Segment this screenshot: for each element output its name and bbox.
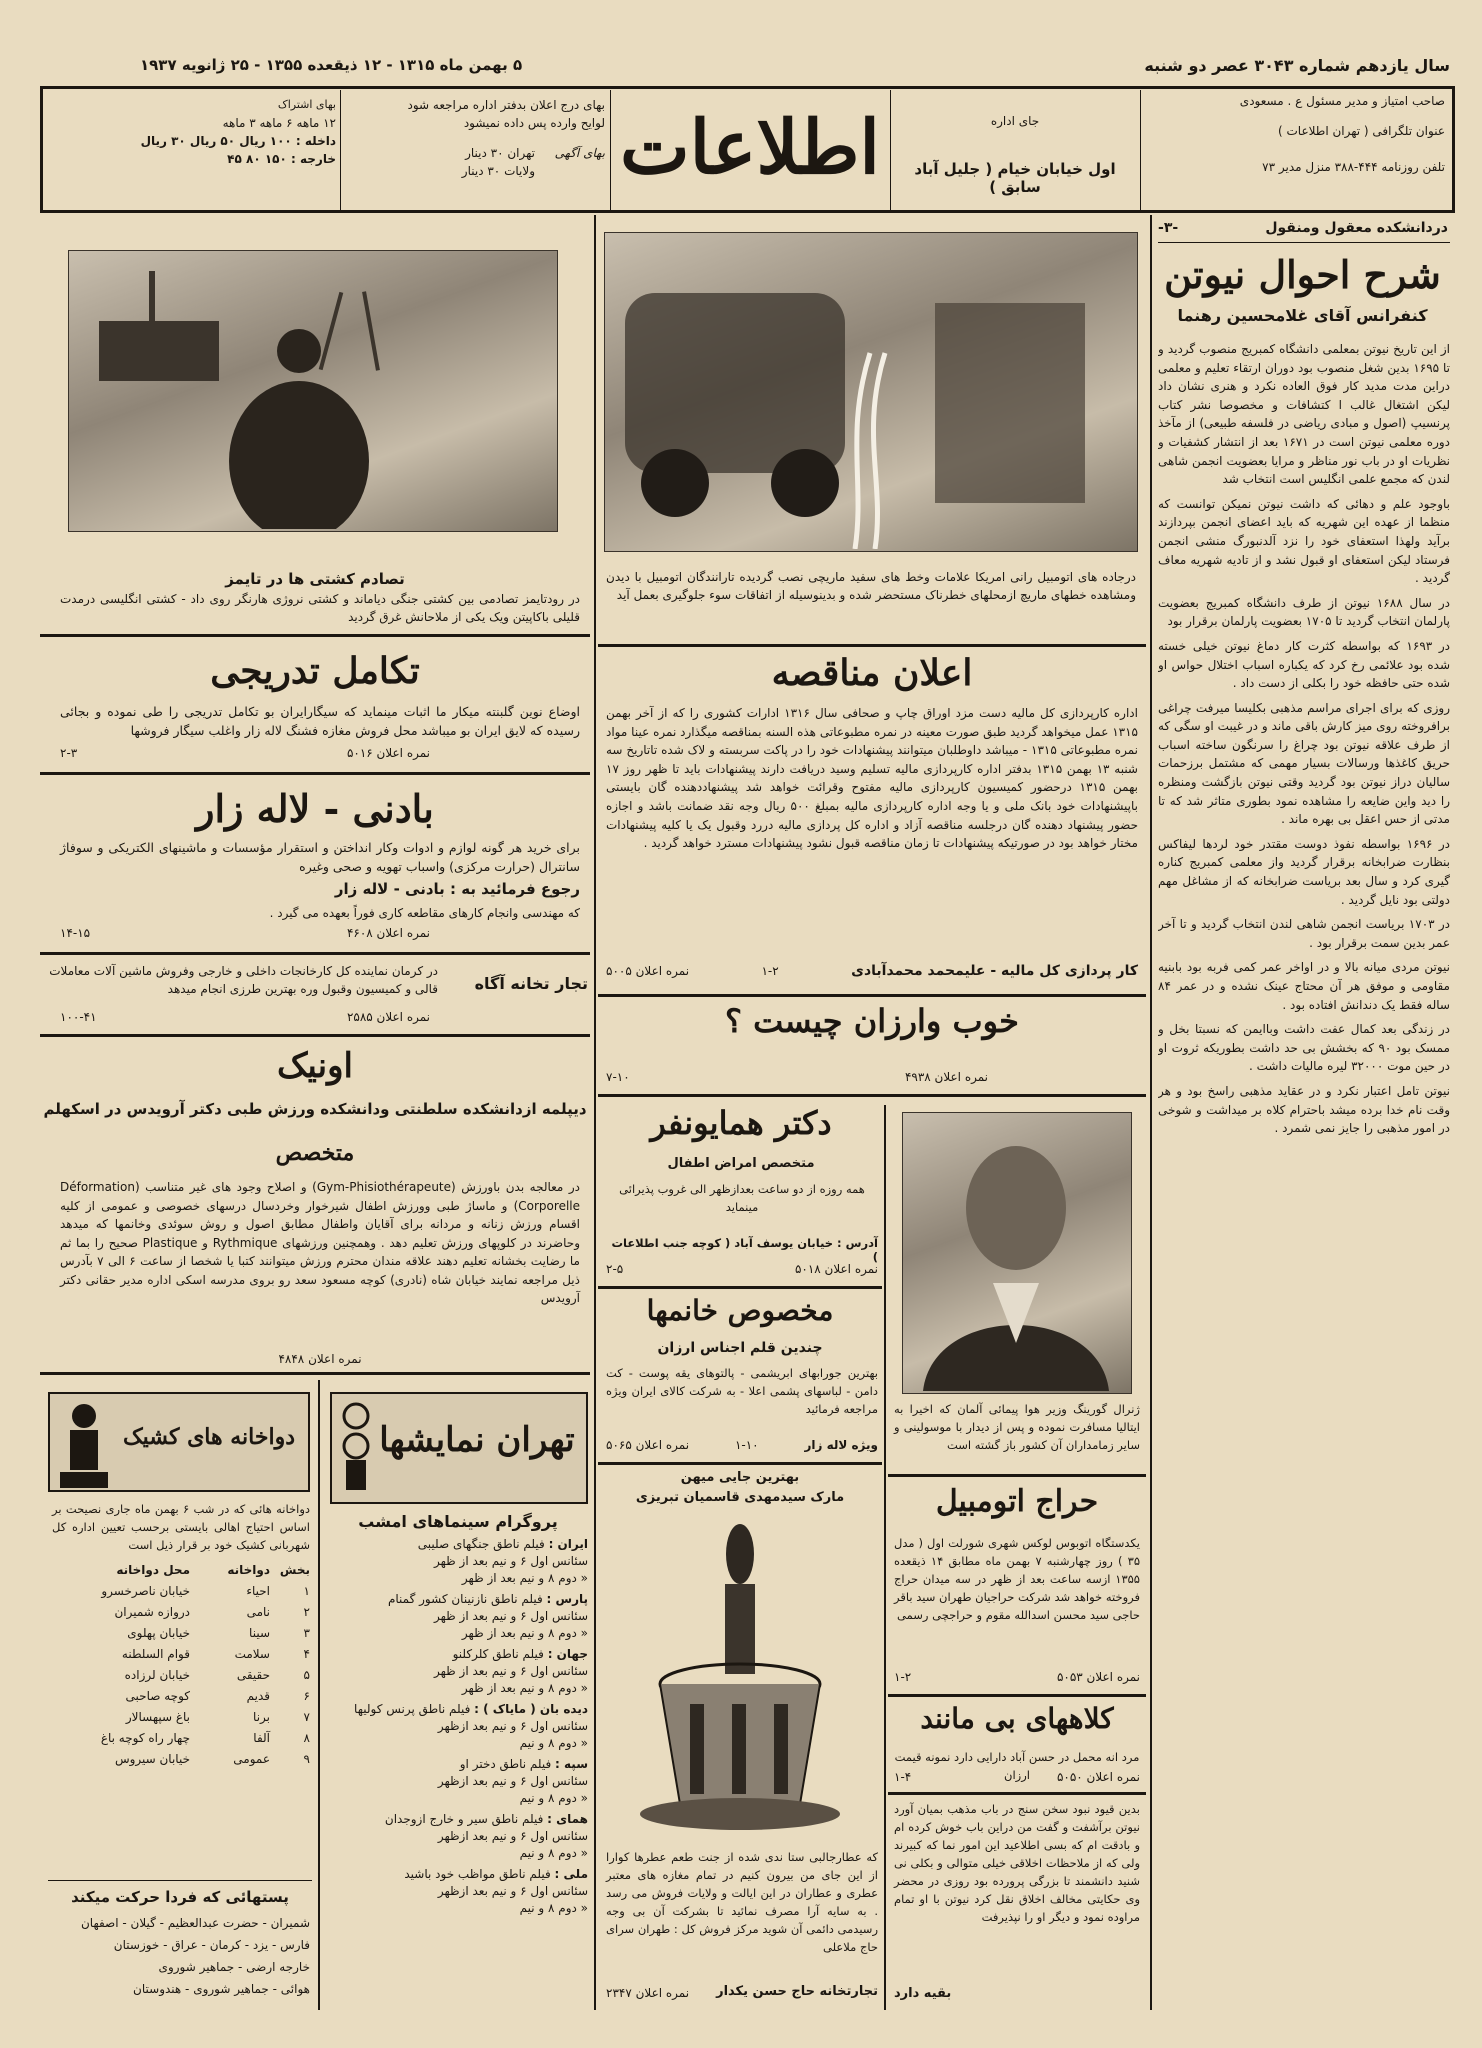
car-caption: درجاده های اتومبیل رانی امریکا علامات وخط های سفید ماریچی نصب گردیده تارانندگان اتومبیل با دیدن ومشاهده خطهای ماریچ ازمحلهای خطرناک مستحضر شده و بدینوسیله از اتفاقات سوء جلوگیری بعمل آید bbox=[606, 570, 1136, 602]
officer-caption: ژنرال گورینگ وزیر هوا پیمائی آلمان که اخیرا به ایتالیا مسافرت نموده و پس از دیدار با موسولینی و سایر زمامداران آن کشور باز گشته است bbox=[894, 1402, 1140, 1452]
cinema-showtime: سئانس اول ۶ و نیم بعد از ظهر bbox=[434, 1554, 588, 1568]
tender-footer bbox=[606, 962, 1138, 980]
post-line: شمیران - حضرت عبدالعظیم - گیلان - اصفهان bbox=[80, 1916, 310, 1930]
officer-illustration bbox=[903, 1113, 1129, 1391]
office-label: جای اداره bbox=[990, 114, 1040, 128]
badni-title: بادنی - لاله زار bbox=[196, 786, 434, 831]
perfume-signature: تجارتخانه حاج حسن یکدار bbox=[716, 1984, 878, 1999]
religion-tail: بقیه دارد bbox=[894, 1986, 952, 2001]
badni-footer: که مهندسی وانجام کارهای مقاطعه کاری فوراً بعهده می گیرد . bbox=[269, 906, 580, 920]
agah-ad bbox=[48, 962, 588, 998]
auction-code: ۱-۲ bbox=[894, 1670, 912, 1684]
ad-policy-line: بهای درج اعلان بدفتر اداره مراجعه شود bbox=[407, 98, 605, 112]
newton-body bbox=[1158, 340, 1450, 2010]
cinema-title: پروگرام سینماهای امشب bbox=[358, 1512, 558, 1531]
cinema-name: پارس : bbox=[546, 1592, 588, 1606]
ships-title: تصادم کشتی ها در تایمز bbox=[225, 570, 405, 588]
newton-title: شرح احوال نیوتن bbox=[1164, 252, 1441, 297]
ad-rate-provinces: ولایات ۳۰ دینار bbox=[461, 164, 535, 178]
car-illustration bbox=[605, 233, 1135, 549]
onik-subtitle: دیپلمه ازدانشکده سلطنتی ودانشکده ورزش طبی دکتر آرویدس در اسکهلم bbox=[43, 1100, 587, 1118]
tender-signature: کار پردازی کل مالیه - علیمحمد محمدآبادی bbox=[851, 963, 1138, 979]
masthead-logo: اطلاعات bbox=[620, 105, 880, 191]
newton-paragraph: روزی که برای اجرای مراسم مذهبی بکلیسا میرفت چراغی برافروخته روی میز کارش باقی ماند و در غیبت او سگی که از طرف علاقه نیوتن بود چراغ را سرنگون ساخته اسباب حریق کاغذها ورسالات بسیار مهمی که مشتمل برزحمات سالیان دراز نیوتن بود گردید وقتی نیوتن بازگشت ومنظره را دید واین ضایعه را مشاهده نمود بطوری متاثر شد که تا مدتی از حس اعقل بی بهره ماند . bbox=[1158, 700, 1450, 827]
agah-code: ۱۰۰-۴۱ bbox=[60, 1010, 97, 1024]
pharmacy-row: ۶ قدیم کوچه صاحبی bbox=[125, 1689, 310, 1703]
doctor-title: دکتر همایونفر bbox=[650, 1104, 832, 1142]
cinema-banner-text: تهران نمایشها bbox=[379, 1420, 575, 1460]
newton-kicker bbox=[1158, 220, 1448, 236]
doctor-footer bbox=[606, 1260, 878, 1278]
cinema-listing bbox=[330, 1591, 588, 1642]
cinema-showtime: « دوم ۸ و نیم bbox=[519, 1736, 588, 1750]
officer-photo bbox=[902, 1112, 1132, 1394]
ships-photo bbox=[68, 250, 558, 532]
agah-heading: تجار تخانه آگاه bbox=[474, 974, 588, 993]
good-cheap-footer bbox=[606, 1068, 1138, 1086]
perfume-header: بهترین جایی میهن bbox=[680, 1470, 800, 1485]
auction-body: یکدستگاه اتوبوس لوکس شهری شورلت اول ( مدل ۳۵ ) روز چهارشنبه ۷ بهمن ماه مطابق ۱۴ ذیقعده ۱۳۵۵ ازسه ساعت بعد از ظهر در سه میدان حراج فروخته خواهد شد شرکت حراجیان طهران سید باقر حاجی سید محسن اسدالله مقوم و حراجچی رسمی bbox=[894, 1536, 1141, 1622]
cinema-showtime: سئانس اول ۶ و نیم بعد ازظهر bbox=[437, 1774, 588, 1788]
pharmacy-row: ۹ عمومی خیابان سیروس bbox=[114, 1752, 310, 1766]
perfume-body: که عطارجالبی ستا ندی شده از جنت طعم عطرها کوارا از این جای من بیرون کنیم در تمام مغازه های معتبر عطری و عطاران در این ایالت و ولایات فروش می رسد . به سایه آرا مصرف نمائید تا بشرکت آن بی وجه رسیدمی دائمی آن شوید مرکز فروش کل : طهران سرای حاج ملاعلی bbox=[606, 1850, 878, 1954]
cinema-showtime: « دوم ۸ و نیم bbox=[519, 1901, 588, 1915]
cinema-showtime: « دوم ۸ و نیم بعد از ظهر bbox=[461, 1626, 588, 1640]
telegraph-line: عنوان تلگرافی ( تهران اطلاعات ) bbox=[1278, 124, 1445, 138]
agah-body: در کرمان نماینده کل کارخانجات داخلی و خارجی وفروش ماشین آلات معاملات قالی و کمیسیون وقبول وره بهترین طرزی انجام میدهد bbox=[49, 964, 438, 996]
pharmacy-row: ۴ سلامت قوام السلطنه bbox=[121, 1647, 310, 1661]
takamol-code: ۲-۳ bbox=[60, 746, 78, 760]
ad-rate-tehran: تهران ۳۰ دینار bbox=[465, 146, 535, 160]
newton-paragraph: از این تاریخ نیوتن بمعلمی دانشگاه کمبریج منصوب گردید و تا ۱۶۹۵ بدین شغل منصوب بود دوران ارتقاء تعلیم و معلمی دراین مدت مدید کار فوق العاده نکرد و هنری نشان داد لیکن اشتغال غالب ا کتشافات و مخصوصا نشر کتاب پرنسیپ (اصول و مبادی ریاضی در فلسفه طبیعی) از مآخذ دوره معلمی نیوتن است در ۱۶۷۱ بعد از انتشار کشفیات و نظریات او در باب نور مناظر و مرایا بعضویت انجمن شاهی لندن که مجمع علمی انگلیس است انتخاب شد bbox=[1158, 342, 1450, 487]
pharmacy-row: ۵ حقیقی خیابان لرزاده bbox=[124, 1668, 310, 1682]
onik-number: نمره اعلان ۴۸۴۸ bbox=[278, 1352, 362, 1366]
pharmacy-col-name: دواخانه bbox=[227, 1563, 270, 1577]
ships-illustration bbox=[69, 251, 555, 529]
fountain-icon bbox=[630, 1514, 850, 1844]
phone-line: تلفن روزنامه ۴۴۴-۳۸۸ منزل مدیر ۷۳ bbox=[1262, 160, 1445, 174]
badni-body: برای خرید هر گونه لوازم و ادوات وکار انداختن و استقرار مؤسسات و ماشینهای الکتریکی و سوفاژ سانترال (حرارت مرکزی) واسباب تهویه و صحی وغیره bbox=[60, 840, 580, 874]
cinema-film: فیلم ناطق پرنس کولیها bbox=[354, 1702, 471, 1716]
auction-footer bbox=[894, 1668, 1140, 1686]
takamol-title: تکامل تدریجی bbox=[210, 650, 420, 692]
onik-specialty: متخصص bbox=[275, 1140, 355, 1166]
hats-footer bbox=[894, 1768, 1140, 1786]
ladies-title: مخصوص خانمها bbox=[646, 1294, 834, 1327]
cinema-listings bbox=[330, 1536, 588, 1921]
badni-number-row bbox=[60, 924, 580, 942]
pharmacy-table bbox=[52, 1560, 310, 1770]
cinema-showtime: سئانس اول ۶ و نیم بعد از ظهر bbox=[434, 1664, 588, 1678]
good-cheap-number: نمره اعلان ۴۹۳۸ bbox=[904, 1070, 988, 1084]
pharmacy-row: ۷ برنا باغ سپهسالار bbox=[125, 1710, 310, 1724]
cinema-showtime: سئانس اول ۶ و نیم بعد ازظهر bbox=[437, 1719, 588, 1733]
hats-code: ۱-۴ bbox=[894, 1770, 912, 1784]
cinema-name: سپه : bbox=[555, 1757, 588, 1771]
post-lines bbox=[52, 1912, 310, 2000]
cinema-listing bbox=[330, 1646, 588, 1697]
tender-code: ۱-۲ bbox=[761, 964, 779, 978]
cinema-name: ملی : bbox=[554, 1867, 588, 1881]
onik-title: اونیک bbox=[276, 1046, 354, 1086]
pharmacy-col-location: محل دواخانه bbox=[116, 1563, 190, 1577]
publisher-line: صاحب امتیاز و مدیر مسئول ع . مسعودی bbox=[1239, 94, 1445, 108]
cinema-showtime: « دوم ۸ و نیم bbox=[519, 1791, 588, 1805]
post-line: فارس - یزد - کرمان - عراق - خوزستان bbox=[113, 1938, 310, 1952]
post-title: پستهائی که فردا حرکت میکند bbox=[71, 1888, 289, 1906]
tender-number: نمره اعلان ۵۰۰۵ bbox=[606, 964, 690, 978]
religion-text: بدین قیود نبود سخن سنج در باب مذهب بمیان آورد نیوتن برآشفت و گفت من دراین باب خوش کرده ام و بادقت ام که بسی اطلاعید این امور نما که کبیرند ولی که از ملاحظات اخلاقی خیلی متوالی و بکلی نی شنید دانشمند تا بزرگی پرورده بود روزی در محضر وی حکایتی مخالف اخلاق نقل کرد نیوتن با او تمام مراوده نمود و دیگر او را نپذیرفت bbox=[894, 1802, 1140, 1924]
hats-title: کلاههای بی مانند bbox=[920, 1702, 1114, 1735]
doctor-hours: همه روزه از دو ساعت بعدازظهر الی غروب پذیرائی مینماید bbox=[619, 1182, 865, 1214]
pharmacy-banner-text: دواخانه های کشیک bbox=[122, 1424, 296, 1450]
tender-body: اداره کارپردازی کل مالیه دست مزد اوراق چاپ و صحافی سال ۱۳۱۶ ادارات کشوری را که از آخر بهمن ۱۳۱۵ عمل میخواهد گردید طبق صورت معینه در نمره مطبوعاتی هذه السنه بمناقصه میگذارد نمره عینا مواد نمره مطبوعاتی ۱۳۱۵ - میباشد داوطلبان میتوانند پیشنهادات خود را در پاکت سربسته و لاک شده تاتاریخ سه شنبه ۱۳ بهمن ۱۳۱۵ بدفتر اداره کارپردازی مالیه تسلیم وسید دریافت دارند پیشنهادات باید تا ظهر روز ۱۷ بهمن ۱۳۱۵ درحضور کمیسیون کارپردازی مالیه مفتوح وقرائت خواهد شد پیشنهاددهنده گان بایستی باپیشنهادات خود بانک ملی و یا وجه اداره کارپردازی مالیه بمبلغ ۵۰۰ ریال وجه نقد ضمانت باشد و اجازه حضور پیشنهاد دهنده گان درجلسه مناقصه آزاد و اداره کل پردازی مالیه دررد وقبول یک یا کلیه پیشنهادات مختار خواهد بود در صورتیکه پیشنهادات تا زمان مناقصه قبول نشود پیشنهادات مسترد خواهد گردید . bbox=[606, 706, 1139, 851]
doctor-code: ۲-۵ bbox=[606, 1262, 624, 1276]
doctor-number: نمره اعلان ۵۰۱۸ bbox=[794, 1262, 878, 1276]
perfume-number: نمره اعلان ۲۳۴۷ bbox=[606, 1986, 690, 2000]
newton-byline: کنفرانس آقای غلامحسین رهنما bbox=[1177, 306, 1428, 325]
cinema-name: جهان : bbox=[547, 1647, 588, 1661]
ladies-subtitle: چندین قلم اجناس ارزان bbox=[657, 1340, 823, 1356]
doctor-specialty: متخصص امراض اطفال bbox=[667, 1156, 815, 1171]
onik-body: در معالجه بدن باورزش (Gym-Phisiothérapeute) و اصلاح وجود های غیر متناسب (Déformation Corporelle) و ماساژ طبی وورزش اطفال شیرخوار وخردسال درسهای خصوصی و عمومی از کلیه اقسام ورزش زنانه و مردانه برای آقایان واطفال مطابق اصول و روش سوئدی وخانمها که میدهد وحاضرند در کلوپهای ورزش تعلیم دهد . وهمچنین ورزشهای Rythmique و Plastique صحیح را بما ثم ما رضایت بخشانه تعلیم دهند علاقه مندان محترم ورزش میتوانند کتبا یا شخصا از ساعت ۶ الی ۷ بآدرس ذیل مراجعه نمایند خیابان شاه (نادری) کوچه مسعود سعد رو بروی مدرسه اسکی اداره مدیر حقانی دکتر آرویدس bbox=[60, 1180, 580, 1305]
cinema-film: فیلم ناطق کلرکلنو bbox=[452, 1647, 544, 1661]
pharmacy-row: ۳ سینا خیابان پهلوی bbox=[127, 1626, 310, 1640]
hats-body: مرد انه محمل در حسن آباد دارایی دارد نمونه قیمت ارزان bbox=[894, 1750, 1140, 1782]
takamol-number: نمره اعلان ۵۰۱۶ bbox=[346, 746, 430, 760]
newton-paragraph: در سال ۱۶۸۸ نیوتن از طرف دانشگاه کمبریج بعضویت پارلمان انتخاب گردید تا ۱۷۰۵ بعضویت پارلمان برقرار بود bbox=[1158, 595, 1450, 629]
takamol-footer bbox=[60, 744, 580, 762]
ladies-code: ۱-۱۰ bbox=[734, 1438, 759, 1452]
cinema-film: فیلم ناطق دختر او bbox=[459, 1757, 552, 1771]
pharmacist-icon bbox=[54, 1396, 114, 1492]
date-line: ۵ بهمن ماه ۱۳۱۵ - ۱۲ ذیقعده ۱۳۵۵ - ۲۵ ژانویه ۱۹۳۷ bbox=[140, 56, 523, 74]
newton-paragraph: در ۱۶۹۶ بواسطه نفوذ دوست مقتدر خود لردها لیفاکس بنظارت ضرابخانه برقرار گردید واز معلمی کمبریج کناره گیری کرد و سال بعد بریاست ضرابخانه که از مشاغل مهم دولتی بود نایل گردید . bbox=[1158, 836, 1450, 907]
kicker-text: دردانشکده معقول ومنقول bbox=[1265, 220, 1448, 236]
fountain-illustration bbox=[630, 1514, 850, 1844]
doctor-address: آدرس : خیابان یوسف آباد ( کوچه جنب اطلاعات ) bbox=[611, 1236, 878, 1264]
cinema-listing bbox=[330, 1536, 588, 1587]
ad-policy-line: لوایح وارده پس داده نمیشود bbox=[463, 116, 605, 130]
pharmacy-row: ۸ آلفا چهار راه کوچه باغ bbox=[100, 1731, 310, 1745]
post-line: هوائی - جماهیر شوروی - هندوستان bbox=[133, 1982, 310, 1996]
perfume-footer bbox=[606, 1984, 878, 2002]
subscription-domestic: داخله : ۱۰۰ ریال ۵۰ ریال ۳۰ ریال bbox=[140, 134, 336, 148]
cinema-listing bbox=[330, 1866, 588, 1917]
projector-icon bbox=[336, 1396, 376, 1504]
ad-rates bbox=[345, 96, 605, 180]
good-cheap-code: ۷-۱۰ bbox=[606, 1070, 630, 1084]
auction-title: حراج اتومبیل bbox=[935, 1484, 1099, 1519]
cinema-listing bbox=[330, 1811, 588, 1862]
cinema-name: دیده بان ( مایاک ) : bbox=[474, 1702, 588, 1716]
cinema-film: فیلم ناطق جنگهای صلیبی bbox=[417, 1537, 545, 1551]
ladies-footer bbox=[606, 1436, 878, 1454]
cinema-showtime: « دوم ۸ و نیم بعد از ظهر bbox=[461, 1681, 588, 1695]
pharmacy-banner bbox=[48, 1392, 310, 1492]
kicker-number: -۳- bbox=[1158, 220, 1179, 236]
cinema-name: ایران : bbox=[548, 1537, 588, 1551]
newton-paragraph: در ۱۷۰۳ بریاست انجمن شاهی لندن انتخاب گردید و تا آخر عمر بدین سمت برقرار بود . bbox=[1158, 917, 1450, 950]
good-cheap-title: خوب وارزان چیست ؟ bbox=[725, 1002, 1019, 1040]
cinema-film: فیلم ناطق مواظب خود باشید bbox=[404, 1867, 551, 1881]
cinema-showtime: سئانس اول ۶ و نیم بعد ازظهر bbox=[437, 1829, 588, 1843]
pharmacy-col-district: بخش bbox=[279, 1563, 310, 1577]
agah-number: نمره اعلان ۲۵۸۵ bbox=[346, 1010, 430, 1024]
newton-paragraph: در زندگی بعد کمال عفت داشت وباایمن که نسبتا بخل و ممسک بود ۹۰ که بخشش بی حد داشت بطوریکه ثروت او در حین موت ۳۲۰۰۰ لیره مالیات داشت . bbox=[1158, 1022, 1450, 1074]
subscription-header: ۱۲ ماهه ۶ ماهه ۳ ماهه bbox=[222, 116, 336, 130]
pharmacy-intro: دواخانه هائی که در شب ۶ بهمن ماه جاری نصیحت بر اساس احتیاج اهالی بایستی برحسب تعیین اداره کل شهربانی کشیک خود بر قرار ذیل است bbox=[52, 1502, 310, 1552]
hats-number: نمره اعلان ۵۰۵۰ bbox=[1056, 1770, 1140, 1784]
ladies-number: نمره اعلان ۵۰۶۵ bbox=[606, 1438, 690, 1452]
publisher-info bbox=[1145, 92, 1445, 176]
ladies-address: ویژه لاله زار bbox=[804, 1438, 878, 1452]
cinema-showtime: سئانس اول ۶ و نیم بعد ازظهر bbox=[437, 1884, 588, 1898]
newton-paragraph: باوجود علم و دهائی که داشت نیوتن نمیکن توانست که منظما از عهده این شهریه که باید اعضای انجمن بپردازند برآید ولهذا استعفای خود را نزد آلدنبورگ منشی انجمن فرستاد لیکن استعفای او قبول نشد و از تادیه شهریه معاف گردید . bbox=[1158, 496, 1450, 586]
pharmacy-row: ۲ نامی دروازه شمیران bbox=[114, 1605, 310, 1619]
pharmacy-row: ۱ احیاء خیابان ناصرخسرو bbox=[101, 1584, 310, 1598]
badni-code: ۱۴-۱۵ bbox=[60, 926, 91, 940]
newton-paragraph: نیوتن تامل اعتبار نکرد و در عقاید مذهبی راسخ بود و هر وقت نام خدا برده میشد باحترام کلاه بر میداشت و شوخی در امور مذهبی را جایز نمی شمرد . bbox=[1158, 1083, 1450, 1136]
cinema-film: فیلم ناطق سیر و خارج ازوجدان bbox=[384, 1812, 544, 1826]
cinema-showtime: « دوم ۸ و نیم bbox=[519, 1846, 588, 1860]
ships-caption: در رودتایمز تصادمی بین کشتی جنگی دیاماند و کشتی نروژی هارنگر روی داد - کشتی انگلیسی درمدت قلیلی باکاپیتن ویک یکی از ملاحانش غرق گردید bbox=[60, 592, 580, 624]
newton-paragraph: در ۱۶۹۳ که بواسطه کثرت کار دماغ نیوتن خیلی خسته شده بود علائمی رخ کرد که یکباره اسباب اختلال حواس او شده حتی حافظه خود را بکلی از دست داد . bbox=[1158, 638, 1450, 691]
badni-cta: رجوع فرمائید به : بادنی - لاله زار bbox=[334, 880, 580, 898]
agah-footer bbox=[60, 1008, 580, 1026]
cinema-listing bbox=[330, 1756, 588, 1807]
post-line: خارجه ارضی - جماهیر شوروی bbox=[158, 1960, 310, 1974]
tender-title: اعلان مناقصه bbox=[771, 652, 973, 694]
cinema-showtime: « دوم ۸ و نیم بعد از ظهر bbox=[461, 1571, 588, 1585]
perfume-sub: مارک سیدمهدی قاسمیان تبریزی bbox=[635, 1490, 845, 1505]
office-address: اول خیابان خیام ( جلیل آباد سابق ) bbox=[914, 160, 1116, 196]
subscription-title: بهای اشتراک bbox=[277, 98, 336, 111]
auction-number: نمره اعلان ۵۰۵۳ bbox=[1056, 1670, 1140, 1684]
subscription-box bbox=[48, 96, 336, 168]
cinema-name: همای : bbox=[547, 1812, 588, 1826]
cinema-listing bbox=[330, 1701, 588, 1752]
cinema-film: فیلم ناطق نازنینان کشور گمنام bbox=[387, 1592, 543, 1606]
cinema-banner bbox=[330, 1392, 588, 1504]
subscription-foreign: خارجه : ۱۵۰ ۸۰ ۴۵ bbox=[227, 152, 336, 166]
newton-paragraph: نیوتن مردی میانه بالا و در اواخر عمر کمی فربه بود بابنیه مقاومی و موفق هر آن محتاج عینک نشده و در عمر ۸۴ ساله فقط یک دندانش افتاده بود . bbox=[1158, 960, 1450, 1012]
issue-info: سال یازدهم شماره ۳۰۴۳ عصر دو شنبه bbox=[1144, 56, 1450, 75]
pharmacy-header-row bbox=[52, 1560, 310, 1581]
badni-number: نمره اعلان ۴۶۰۸ bbox=[346, 926, 430, 940]
car-photo bbox=[604, 232, 1138, 552]
ad-rates-title: بهای آگهی bbox=[554, 146, 605, 160]
cinema-showtime: سئانس اول ۶ و نیم بعد از ظهر bbox=[434, 1609, 588, 1623]
takamol-body: اوضاع نوین گلبنته میکار ما اثبات مینماید که سیگارایران بو تکامل تدریجی را طی نموده و بجائی رسیده که لایق ایران بو میباشد محل فروش مغازه فشنگ لاله زار واغلب سیگار فروشها bbox=[60, 704, 580, 738]
ladies-body: بهترین جورابهای ابریشمی - پالتوهای یقه پوست - کت دامن - لباسهای پشمی اعلا - به شرکت کالای ایران ویژه مراجعه فرمائید bbox=[606, 1366, 878, 1416]
